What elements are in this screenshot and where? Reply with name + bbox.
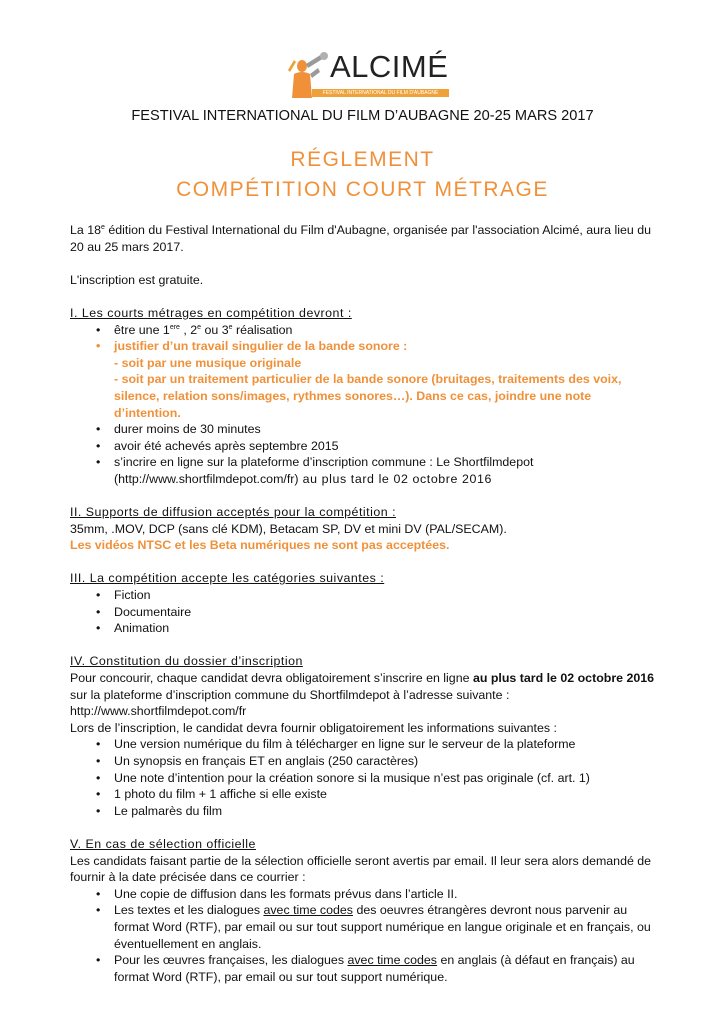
shortfilmdepot-url: http://www.shortfilmdepot.com/fr <box>70 704 247 719</box>
intro-paragraph <box>70 222 660 255</box>
intro-text-b: édition du Festival International du Film d'Aubagne, organisée par l'association Alcimé, aura lieu du 20 au 25 mars 2017. <box>70 223 652 254</box>
list-item: • Un synopsis en français ET en anglais (250 caractères) <box>70 753 660 770</box>
sup: e <box>228 323 233 331</box>
time-codes-text: avec time codes <box>263 903 353 918</box>
list-item: • avoir été achevés après septembre 2015 <box>70 438 660 455</box>
sup: e <box>197 323 202 331</box>
list-item <box>70 902 660 952</box>
item-text: en anglais (à défaut en français) au format Word (RTF), par email ou sur tout support numérique. <box>114 953 635 984</box>
page-title-line2: COMPÉTITION COURT MÉTRAGE <box>176 178 549 201</box>
item-text: Les textes et les dialogues <box>114 903 264 918</box>
list-item <box>70 338 660 421</box>
section5-heading: V. En cas de sélection officielle <box>70 836 256 851</box>
list-item: • durer moins de 30 minutes <box>70 421 660 438</box>
logo-tagline: FESTIVAL INTERNATIONAL DU FILM D'AUBAGNE <box>312 89 449 97</box>
section4-list <box>70 736 660 819</box>
page-title-line1: RÉGLEMENT <box>290 148 435 171</box>
festival-line: FESTIVAL INTERNATIONAL DU FILM D’AUBAGNE 20-25 MARS 2017 <box>131 108 594 124</box>
section3-list <box>70 587 660 637</box>
item-text: ou 3 <box>201 322 229 337</box>
rules-content <box>70 222 660 985</box>
list-item: • Animation <box>70 620 660 637</box>
intro-sup: e <box>101 224 105 231</box>
section1-heading: I. Les courts métrages en compétition devront : <box>70 305 352 320</box>
logo-name: ALCIMÉ <box>330 49 449 84</box>
list-item: • Fiction <box>70 587 660 604</box>
item-text: - soit par un traitement particulier de la bande sonore (bruitages, traitements des voix, silence, relation sons/images, rythmes sonores…). Dans ce cas, joindre une note d’intention. <box>114 372 622 420</box>
item-text: Pour les œuvres françaises, les dialogues <box>114 953 348 968</box>
list-item <box>70 952 660 985</box>
section3-heading: III. La compétition accepte les catégories suivantes : <box>70 571 385 586</box>
list-item: • Documentaire <box>70 604 660 621</box>
item-text: sur la plateforme d’inscription commune du Shortfilmdepot à l’adresse suivante : <box>70 687 510 702</box>
section5-list <box>70 886 660 986</box>
list-item: • Une version numérique du film à télécharger en ligne sur le serveur de la plateforme <box>70 736 660 753</box>
item-text: réalisation <box>232 322 293 337</box>
formats-note: Les vidéos NTSC et les Beta numériques ne sont pas acceptées. <box>70 538 450 553</box>
section5-paragraph: Les candidats faisant partie de la sélection officielle seront avertis par email. Il leur sera alors demandé de fournir à la date précisée dans ce courrier : <box>70 853 652 885</box>
section2-heading: II. Supports de diffusion acceptés pour la compétition : <box>70 505 397 520</box>
section1-list <box>70 322 660 488</box>
alcime-logo <box>280 50 450 102</box>
item-text: être une 1 <box>114 322 170 337</box>
time-codes-text: avec time codes <box>347 953 437 968</box>
free-registration-text: L'inscription est gratuite. <box>70 272 204 287</box>
section4-heading: IV. Constitution du dossier d’inscription <box>70 654 303 669</box>
item-text: des oeuvres étrangères devront nous parvenir au format Word (RTF), par email ou sur tout support numérique en langue originale et en français, ou éventuellement en anglais. <box>114 903 651 951</box>
list-item: • Le palmarès du film <box>70 803 660 820</box>
deadline-text: au plus tard le 02 octobre 2016 <box>298 471 493 486</box>
section4-paragraph <box>70 670 660 703</box>
list-item: • 1 photo du film + 1 affiche si elle existe <box>70 786 660 803</box>
sup: ere <box>169 323 180 331</box>
deadline-text: au plus tard le 02 octobre 2016 <box>472 671 655 686</box>
list-item <box>70 454 660 487</box>
item-text: , 2 <box>179 322 198 337</box>
list-item: • Une copie de diffusion dans les formats prévus dans l’article II. <box>70 886 660 903</box>
item-text: s’incrire en ligne sur la plateforme d’inscription commune : Le Shortfilmdepot (http://www.shortfilmdepot.com/fr) <box>114 455 534 486</box>
item-text: - soit par une musique originale <box>114 355 302 370</box>
formats-text: 35mm, .MOV, DCP (sans clé KDM), Betacam SP, DV et mini DV (PAL/SECAM). <box>70 521 507 536</box>
item-text: Pour concourir, chaque candidat devra obligatoirement s’inscrire en ligne <box>70 671 473 686</box>
section4-paragraph2: Lors de l’inscription, le candidat devra fournir obligatoirement les informations suivantes : <box>70 720 557 735</box>
intro-text-a: La 18 <box>70 223 102 237</box>
item-text: • justifier d’un travail singulier de la bande sonore : <box>114 339 408 354</box>
list-item: • Une note d’intention pour la création sonore si la musique n’est pas originale (cf. art. 1) <box>70 770 660 787</box>
list-item <box>70 322 660 339</box>
